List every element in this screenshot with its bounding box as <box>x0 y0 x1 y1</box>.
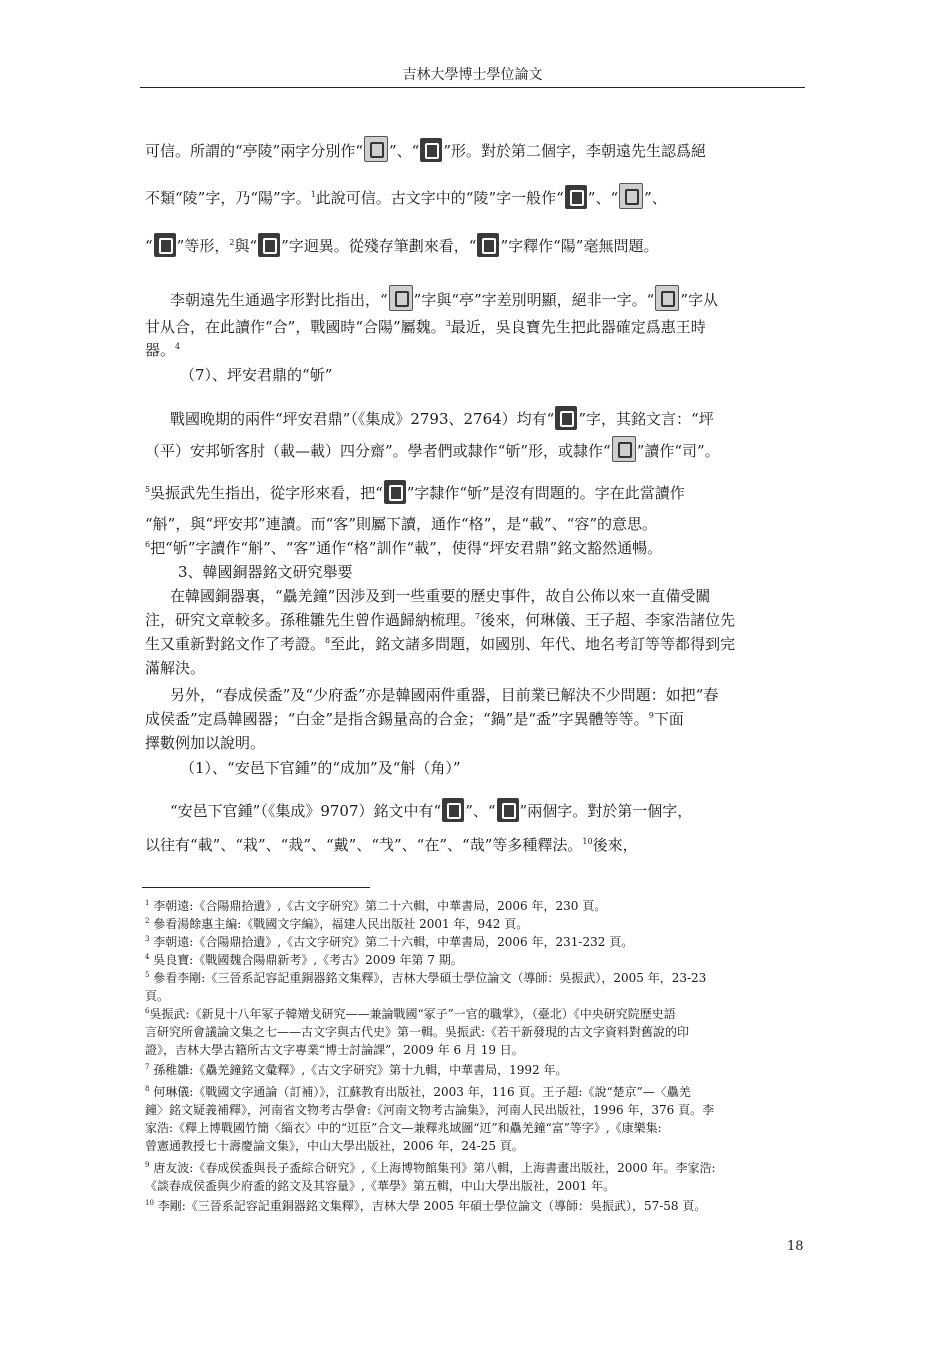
footnote-number: 3 <box>145 935 150 943</box>
body-line <box>170 798 692 822</box>
text-run: （1）、“安邑下官鍾”的“成加”及“斛（角）” <box>180 759 461 777</box>
body-line <box>145 233 658 257</box>
body-line <box>170 285 718 311</box>
text-run: 生又重新對銘文作了考證。 <box>145 635 326 653</box>
text-run: 注，研究文章較多。孫稚雛先生曾作過歸納梳理。 <box>145 611 476 629</box>
text-run: 以往有“載”、“栽”、“烖”、“戴”、“𢦏”、“在”、“哉”等多種釋法。 <box>145 836 583 854</box>
footnote-ref: 10 <box>582 837 593 846</box>
text-run: ”字隸作“斪”是沒有問題的。字在此當讀作 <box>406 484 685 502</box>
footnote-ref: 9 <box>648 711 654 720</box>
text-run: 此說可信。古文字中的“陵”字一般作“ <box>315 189 564 207</box>
footnote-continuation: 鐘〉銘文疑義補釋》，河南省文物考古學會:《河南文物考古論集》，河南人民出版社，1996 年，376 頁。李 <box>145 1103 715 1117</box>
footnote <box>145 1062 568 1078</box>
footnote-number: 7 <box>145 1063 150 1071</box>
footnote-continuation: 《談春成侯盉與少府盉的銘文及其容量》,《華學》第五輯，中山大學出版社，2001 年。 <box>145 1179 616 1193</box>
glyph-image <box>154 233 176 257</box>
footnote <box>145 1198 706 1214</box>
footnote-number: 1 <box>145 899 150 907</box>
footnote-number: 8 <box>145 1085 150 1093</box>
glyph-image <box>420 138 442 162</box>
body-line <box>170 406 714 430</box>
text-run: 吳振武先生指出，從字形來看，把“ <box>150 484 383 502</box>
footnote-number: 10 <box>145 1199 154 1207</box>
text-run: 另外，“春成侯盉”及“少府盉”亦是韓國兩件重器，目前業已解決不少問題：如把“春 <box>170 686 719 704</box>
text-run: “安邑下官鍾”（《集成》9707）銘文中有“ <box>170 802 442 820</box>
footnote-text: 參看湯餘惠主編:《戰國文字編》，福建人民出版社 2001 年，942 頁。 <box>153 917 529 931</box>
body-line <box>145 835 638 855</box>
footnote-text: 唐友波:《春成侯盉與長子盉綜合研究》,《上海博物館集刊》第八輯，上海書畫出版社，2000 年。李家浩: <box>153 1161 716 1175</box>
glyph-image <box>555 406 577 430</box>
glyph-image <box>389 285 413 311</box>
footnote-number: 5 <box>145 971 150 979</box>
text-run: ”、“ <box>465 802 496 820</box>
text-run: ”字迥異。從殘存筆劃來看，“ <box>281 237 477 255</box>
text-run: ”讀作“司”。 <box>636 442 720 460</box>
body-line <box>145 340 180 360</box>
footnote <box>145 970 706 986</box>
text-run: ”、 <box>644 189 667 207</box>
text-run: “ <box>145 237 153 255</box>
text-run: （平）安邦斪客肘（載—載）四分齋”。學者們或隸作“斪”形，或隸作“ <box>145 442 611 460</box>
footnote-ref: 2 <box>229 238 235 247</box>
glyph-image <box>384 480 406 504</box>
glyph-image <box>497 798 519 822</box>
body-line <box>145 183 667 209</box>
footnote-number: 2 <box>145 917 150 925</box>
footnote <box>145 1006 676 1022</box>
body-line <box>145 136 706 162</box>
footnote-number: 6 <box>145 1007 150 1015</box>
footnote-ref: 4 <box>175 342 181 351</box>
text-run: 後來，何琳儀、王子超、李家浩諸位先 <box>480 611 736 629</box>
section-heading <box>178 562 353 582</box>
footnote <box>145 1160 716 1176</box>
header-rule <box>140 87 805 88</box>
text-run: ”等形， <box>176 237 230 255</box>
text-run: 至此，銘文諸多問題，如國別、年代、地名考訂等等都得到完 <box>330 635 736 653</box>
footnote-ref: 1 <box>310 190 316 199</box>
text-run: 成侯盉”定爲韓國器；“白金”是指含錫量高的合金；“鍋”是“盉”字異體等等。 <box>145 710 649 728</box>
footnote-text: 孫稚雛:《驫羌鐘銘文彙釋》,《古文字研究》第十九輯，中華書局，1992 年。 <box>153 1063 568 1077</box>
text-run: ”字釋作“陽”毫無問題。 <box>500 237 659 255</box>
glyph-image <box>619 183 643 209</box>
footnote-text: 吳振武:《新見十八年冢子韓矰戈研究——兼論戰國“冢子”一官的職掌》，（臺北）《中央研究院歷史語 <box>149 1007 676 1021</box>
footnote <box>145 898 606 914</box>
footnote <box>145 934 633 950</box>
footnote-text: 李朝遠:《合陽鼎拾遺》,《古文字研究》第二十六輯，中華書局，2006 年，230 頁。 <box>153 899 607 913</box>
footnote-text: 李朝遠:《合陽鼎拾遺》,《古文字研究》第二十六輯，中華書局，2006 年，231-232 頁。 <box>153 935 634 949</box>
body-line <box>145 514 657 534</box>
glyph-image <box>442 798 464 822</box>
section-heading <box>180 758 461 778</box>
body-line <box>145 634 735 654</box>
glyph-image <box>565 185 587 209</box>
footnote-rule <box>142 887 370 888</box>
text-run: 甘从合，在此讀作“合”，戰國時“合陽”屬魏。 <box>145 318 446 336</box>
running-header: 吉林大學博士學位論文 <box>402 67 543 83</box>
body-line <box>145 709 684 729</box>
page-number: 18 <box>787 1239 804 1254</box>
body-line <box>145 436 720 462</box>
glyph-image <box>258 233 280 257</box>
glyph-image <box>477 233 499 257</box>
glyph-image <box>612 436 636 462</box>
footnote-ref: 7 <box>475 612 481 621</box>
footnote <box>145 916 528 932</box>
text-run: 滿解決。 <box>145 659 206 677</box>
footnote-ref: 6 <box>145 540 151 549</box>
footnote-continuation: 言研究所會議論文集之七——古文字與古代史》第一輯。吳振武:《若干新發現的古文字資料對舊說的印 <box>145 1025 690 1039</box>
footnote-continuation: 頁。 <box>145 989 170 1003</box>
footnote-ref: 8 <box>325 636 331 645</box>
footnote-ref: 5 <box>145 485 151 494</box>
text-run: 器。 <box>145 341 176 359</box>
text-run: ”字，其銘文言：“坪 <box>578 410 714 428</box>
footnote-text: 李剛:《三晉系記容記重銅器銘文集釋》，吉林大學 2005 年碩士學位論文（導師：吳振武），57-58 頁。 <box>157 1199 707 1213</box>
text-run: 下面 <box>653 710 684 728</box>
text-run: 戰國晚期的兩件“坪安君鼎”（《集成》2793、2764）均有“ <box>170 410 555 428</box>
text-run: 後來， <box>592 836 638 854</box>
text-run: 最近，吳良寶先生把此器確定爲惠王時 <box>450 318 706 336</box>
footnote-continuation: 證》，吉林大學古籍所古文字專業“博士討論課”，2009 年 6 月 19 日。 <box>145 1043 524 1057</box>
text-run: ”、“ <box>389 142 420 160</box>
footnote <box>145 952 463 968</box>
text-run: 可信。所謂的“亭陵”兩字分別作“ <box>145 142 364 160</box>
footnote-continuation: 家浩:《釋上博戰國竹簡〈緇衣〉中的“䢋臣”合文—兼釋兆域圖“䢋”和驫羌鐘“富”等字》,《康樂集: <box>145 1121 662 1135</box>
footnote-text: 參看李剛:《三晉系記容記重銅器銘文集釋》，吉林大學碩士學位論文（導師：吳振武），2005 年，23-23 <box>153 971 707 985</box>
text-run: ”字與“亭”字差別明顯，絕非一字。“ <box>413 291 655 309</box>
footnote-text: 何琳儀:《戰國文字通論（訂補）》，江蘇教育出版社，2003 年，116 頁。王子超:《說“楚京”—〈驫羌 <box>153 1085 691 1099</box>
body-line <box>145 610 735 630</box>
text-run: 擇數例加以說明。 <box>145 734 266 752</box>
footnote-text: 吳良寶:《戰國魏合陽鼎新考》,《考古》2009 年第 7 期。 <box>153 953 463 967</box>
body-line <box>145 658 205 678</box>
text-run: ”、“ <box>587 189 619 207</box>
footnote-ref: 3 <box>445 319 451 328</box>
text-run: “斛”，與“坪安邦”連讀。而“客”則屬下讀，通作“格”，是“載”、“容”的意思。 <box>145 515 658 533</box>
text-run: 3、韓國銅器銘文研究舉要 <box>178 563 353 581</box>
text-run: ”兩個字。對於第一個字， <box>519 802 693 820</box>
body-line <box>170 586 710 606</box>
text-run: ”字从 <box>680 291 719 309</box>
text-run: 在韓國銅器裏，“驫羌鐘”因涉及到一些重要的歷史事件，故自公佈以來一直備受關 <box>170 587 711 605</box>
footnote-number: 4 <box>145 953 150 961</box>
text-run: 與“ <box>234 237 258 255</box>
body-line <box>145 480 685 504</box>
glyph-image <box>364 136 388 162</box>
body-line <box>145 733 265 753</box>
body-line <box>145 317 706 337</box>
body-line <box>170 685 718 705</box>
footnote-continuation: 曾憲通教授七十壽慶論文集》，中山大學出版社，2006 年，24-25 頁。 <box>145 1139 524 1153</box>
glyph-image <box>655 285 679 311</box>
section-heading <box>180 365 332 385</box>
text-run: （7）、坪安君鼎的“斪” <box>180 366 333 384</box>
text-run: 李朝遠先生通過字形對比指出，“ <box>170 291 388 309</box>
text-run: 把“斪”字讀作“斛”、“客”通作“格”訓作“載”，使得“坪安君鼎”銘文豁然通暢。 <box>150 539 663 557</box>
text-run: ”形。對於第二個字，李朝遠先生認爲絕 <box>443 142 707 160</box>
footnote <box>145 1084 691 1100</box>
text-run: 不類“陵”字，乃“陽”字。 <box>145 189 311 207</box>
body-line <box>145 538 662 558</box>
footnote-number: 9 <box>145 1161 150 1169</box>
